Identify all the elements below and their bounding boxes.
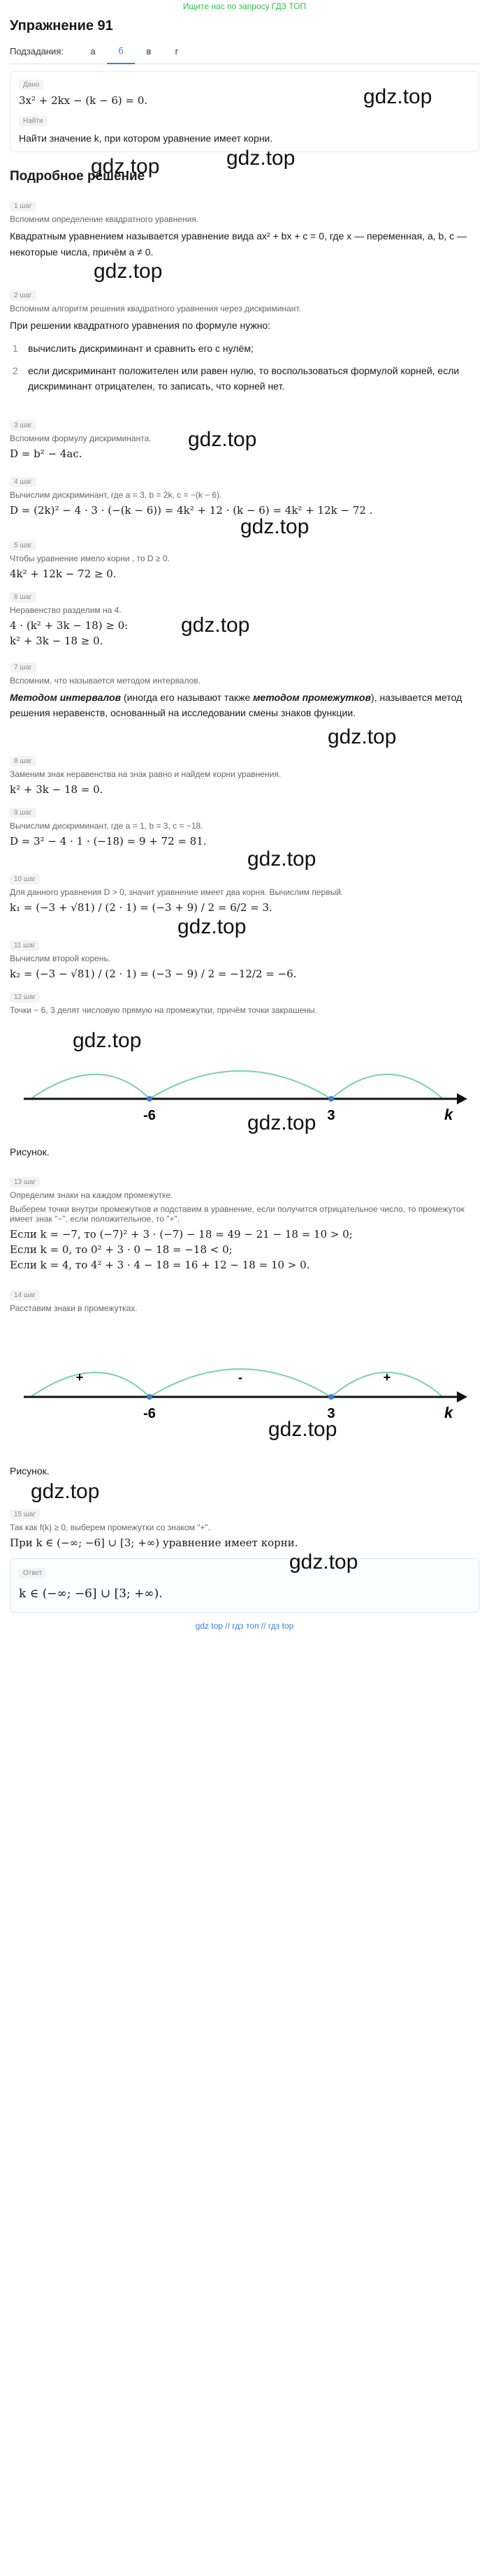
list-num: 1 (13, 342, 18, 354)
step-formula: k² + 3k − 18 ≥ 0. (10, 634, 103, 647)
step-badge: 3 шаг (10, 420, 36, 431)
watermark: gdz.top (31, 1480, 100, 1504)
step-badge: 1 шаг (10, 201, 36, 212)
number-line-1 (10, 1022, 479, 1127)
step-title: Вспомним формулу дискриминанта. (10, 433, 152, 443)
list-item (13, 341, 479, 356)
point-marker (147, 1394, 152, 1400)
term-bold: Методом интервалов (10, 691, 122, 703)
step-formula: k₁ = (−3 + √81) / (2 · 1) = (−3 + 9) / 2 = 6/2 = 3. (10, 901, 272, 914)
arc-middle (149, 1071, 331, 1099)
step-badge: 12 шаг (10, 992, 40, 1002)
axis-var-label: k (444, 1403, 453, 1421)
point-marker (147, 1096, 152, 1102)
step-4 (10, 475, 479, 517)
answer-box (10, 1558, 479, 1613)
step-title: Расставим знаки в промежутках. (10, 1303, 138, 1313)
figure-caption: Рисунок. (10, 1146, 50, 1157)
list-text: если дискриминант положителен или равен нулю, то воспользоваться формулой корней, если дискриминант отрицателен, то записать, что корней нет. (28, 364, 460, 392)
step-title: Вычислим дискриминант, где a = 1, b = 3, c = −18. (10, 820, 203, 831)
step-badge: 13 шаг (10, 1177, 40, 1187)
step-12 (10, 990, 479, 1015)
watermark: gdz.top (226, 147, 295, 170)
step-badge: 8 шаг (10, 756, 36, 767)
answer-text: k ∈ (−∞; −6] ∪ [3; +∞). (19, 1587, 163, 1601)
watermark: gdz.top (177, 915, 247, 938)
step-1 (10, 199, 479, 260)
step-badge: 10 шаг (10, 874, 40, 884)
step-7 (10, 660, 479, 721)
step-formula: k² + 3k − 18 = 0. (10, 783, 103, 796)
watermark: gdz.top (247, 847, 316, 871)
watermark: gdz.top (91, 155, 160, 178)
step-badge: 4 шаг (10, 477, 36, 487)
watermark: gdz.top (328, 725, 397, 748)
step-badge: 9 шаг (10, 808, 36, 818)
watermark: gdz.top (181, 613, 250, 637)
point-marker (328, 1394, 334, 1400)
watermark: gdz.top (268, 1417, 337, 1441)
step-subtitle: Выберем точки внутри промежутков и подставим в уравнение, если получится отрицательное число, то промежуток имеет знак "−", если положительное, то "+". (10, 1204, 465, 1224)
axis-var-label: k (444, 1105, 453, 1123)
page-title: Упражнение 91 (10, 18, 113, 34)
watermark: gdz.top (73, 1028, 142, 1052)
figure-caption: Рисунок. (10, 1465, 50, 1476)
step-formula: D = b² − 4ac. (10, 447, 82, 460)
footer-links[interactable]: gdz top // гдз топ // гдз top (195, 1621, 294, 1631)
arc-right (331, 1074, 443, 1099)
step-9 (10, 806, 479, 847)
watermark: gdz.top (94, 260, 163, 283)
point-marker (328, 1096, 334, 1102)
tab-v[interactable]: в (146, 46, 152, 57)
term-mid: (иногда его называют также (121, 691, 254, 703)
point-label: -6 (143, 1405, 156, 1421)
given-box (10, 71, 479, 152)
term-bold-2: методом промежутков (253, 691, 372, 703)
step-title: Заменим знак неравенства на знак равно и найдем корни уравнения. (10, 769, 282, 779)
step-title: Вычислим дискриминант, где a = 3, b = 2k, c = −(k − 6). (10, 489, 222, 500)
arc-left (31, 1372, 149, 1397)
step-10 (10, 872, 479, 914)
list-item (13, 363, 479, 394)
step-formula: Если k = 0, то 0² + 3 · 0 − 18 = −18 < 0; (10, 1243, 233, 1256)
answer-badge: Ответ (19, 1568, 46, 1578)
step-title: Неравенство разделим на 4. (10, 605, 122, 615)
watermark: gdz.top (188, 427, 257, 451)
step-formula: k₂ = (−3 − √81) / (2 · 1) = (−3 − 9) / 2 = −12/2 = −6. (10, 967, 297, 980)
tab-b[interactable]: б (107, 38, 135, 64)
step-badge: 7 шаг (10, 662, 36, 673)
term-end: ), называется метод решения неравенств, основанный на исследовании смены знаков функции. (10, 691, 462, 719)
axis-arrow (457, 1391, 467, 1402)
top-link[interactable]: Ищите нас по запросу ГДЗ ТОП (182, 1, 307, 11)
number-line-svg (10, 1320, 471, 1425)
step-title: Вспомним алгоритм решения квадратного уравнения через дискриминант. (10, 304, 301, 314)
step-title: Вспомним определение квадратного уравнения. (10, 214, 199, 225)
step-13 (10, 1175, 479, 1271)
watermark: gdz.top (363, 85, 432, 108)
watermark: gdz.top (240, 515, 309, 538)
step-badge: 14 шаг (10, 1290, 40, 1301)
step-title: Определим знаки на каждом промежутке. (10, 1190, 173, 1200)
tab-g[interactable]: г (175, 46, 179, 57)
solution-title: Подробное решение (10, 169, 145, 184)
number-line-2 (10, 1320, 479, 1425)
arc-left (31, 1074, 149, 1099)
list-text: вычислить дискриминант и сравнить его с нулём; (28, 342, 254, 354)
sign-label: - (238, 1370, 242, 1384)
step-text (10, 690, 479, 721)
list-num: 2 (13, 364, 18, 376)
step-formula: Если k = −7, то (−7)² + 3 · (−7) − 18 = 49 − 21 − 18 = 10 > 0; (10, 1227, 353, 1241)
step-badge: 15 шаг (10, 1509, 40, 1520)
step-11 (10, 938, 479, 980)
step-15 (10, 1507, 479, 1549)
step-text: Квадратным уравнением называется уравнение вида ax² + bx + c = 0, где x — переменная, a, b, c — некоторые числа, причём a ≠ 0. (10, 230, 467, 258)
given-equation: 3x² + 2kx − (k − 6) = 0. (19, 94, 148, 107)
subtabs-label: Подзадания: (10, 46, 64, 57)
find-text: Найти значение k, при котором уравнение имеет корни. (19, 133, 273, 144)
given-badge: Дано (19, 80, 43, 90)
step-title: Так как f(k) ≥ 0, выберем промежутки со знаком "+". (10, 1523, 211, 1533)
step-title: Точки − 6, 3 делят числовую прямую на промежутки, причём точки закрашены. (10, 1005, 318, 1015)
find-badge: Найти (19, 116, 48, 126)
step-formula: При k ∈ (−∞; −6] ∪ [3; +∞) уравнение имеет корни. (10, 1537, 298, 1550)
step-badge: 6 шаг (10, 592, 36, 602)
point-label: 3 (327, 1107, 335, 1123)
step-2 (10, 288, 479, 394)
subtabs (10, 39, 479, 64)
point-label: -6 (143, 1107, 156, 1123)
step-formula: D = 3² − 4 · 1 · (−18) = 9 + 72 = 81. (10, 834, 207, 847)
step-badge: 2 шаг (10, 290, 36, 301)
step-badge: 5 шаг (10, 540, 36, 551)
step-title: Для данного уравнения D > 0, значит уравнение имеет два корня. Вычислим первый. (10, 887, 344, 897)
step-badge: 11 шаг (10, 940, 39, 951)
step-formula: D = (2k)² − 4 · 3 · (−(k − 6)) = 4k² + 12 · (k − 6) = 4k² + 12k − 72 . (10, 503, 373, 517)
step-5 (10, 538, 479, 580)
step-title: Вычислим второй корень. (10, 953, 111, 963)
step-formula: 4 · (k² + 3k − 18) ≥ 0: (10, 619, 129, 632)
top-banner (10, 0, 479, 13)
axis-arrow (457, 1093, 467, 1104)
watermark: gdz.top (289, 1550, 358, 1574)
step-formula: 4k² + 12k − 72 ≥ 0. (10, 567, 117, 580)
point-label: 3 (327, 1405, 335, 1421)
sign-label: + (383, 1370, 391, 1384)
tab-a[interactable]: а (90, 46, 96, 57)
watermark: gdz.top (247, 1111, 316, 1134)
sign-label: + (75, 1370, 84, 1384)
step-title: Вспомним, что называется методом интервалов. (10, 675, 200, 686)
step-text: При решении квадратного уравнения по формуле нужно: (10, 320, 271, 332)
step-formula: Если k = 4, то 4² + 3 · 4 − 18 = 16 + 12 − 18 = 10 > 0. (10, 1258, 310, 1271)
step-title: Чтобы уравнение имело корни , то D ≥ 0. (10, 553, 170, 563)
step-14 (10, 1288, 479, 1313)
step-8 (10, 754, 479, 796)
